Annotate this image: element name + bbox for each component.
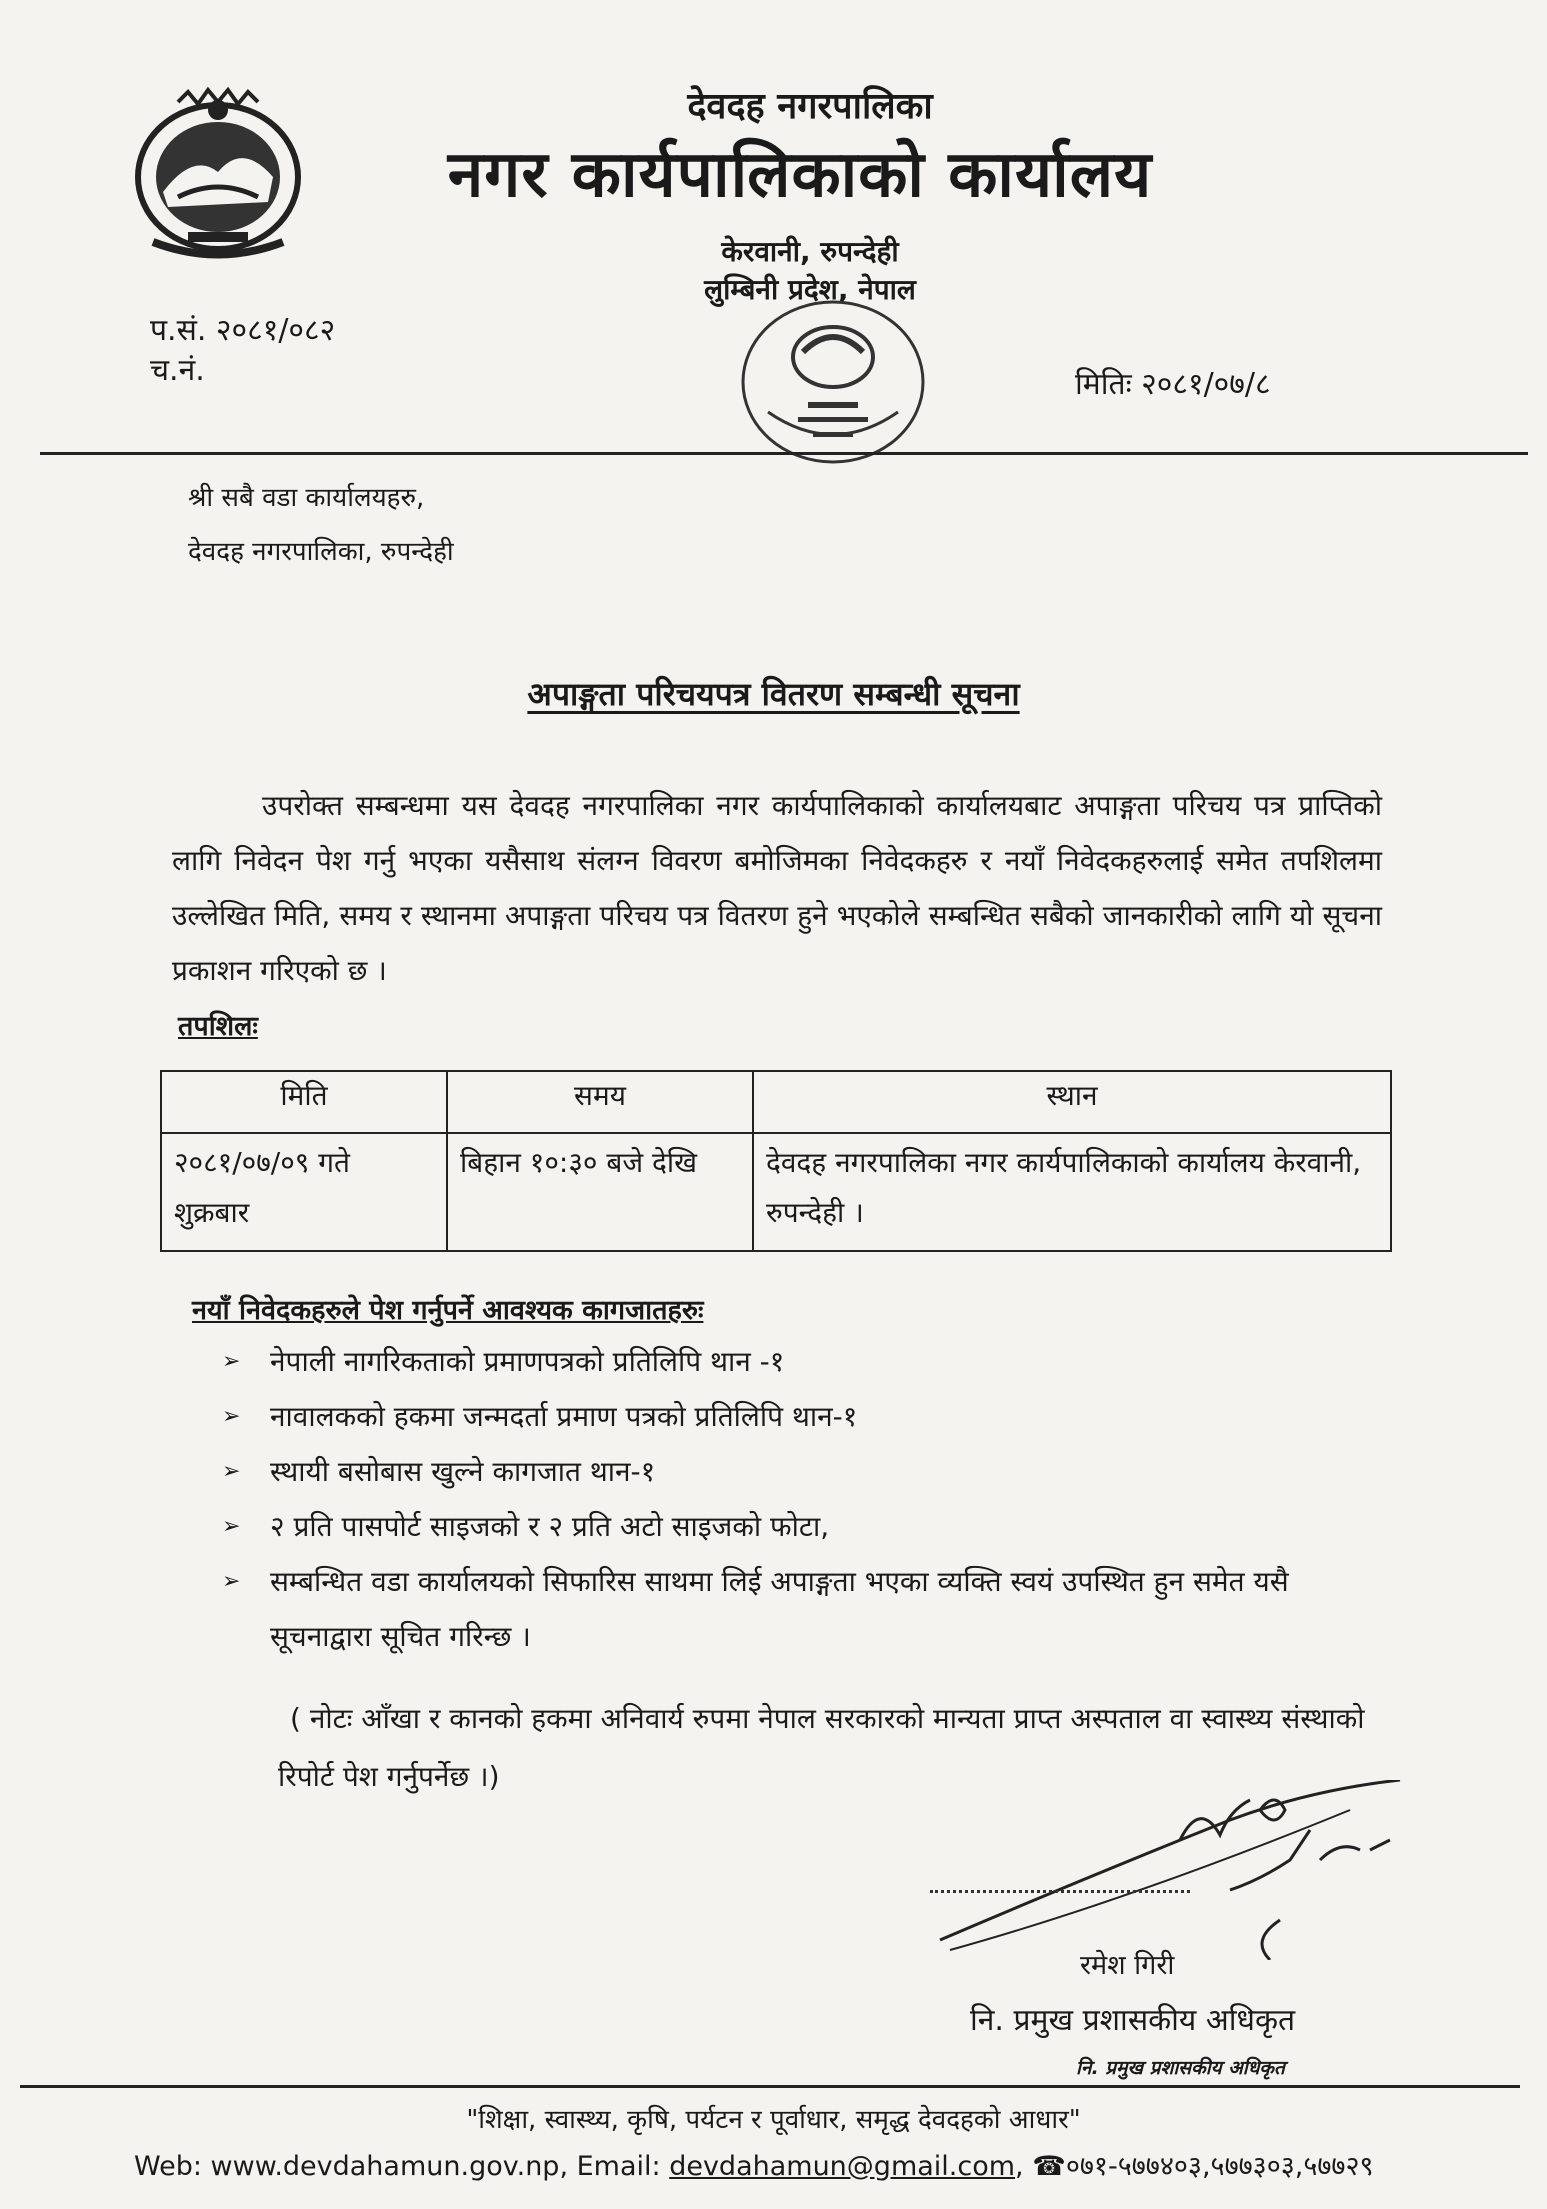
handwritten-signature-icon xyxy=(930,1780,1410,1960)
signatory-name: रमेश गिरी xyxy=(1080,1950,1175,1981)
schedule-time-cell: बिहान १०:३० बजे देखि xyxy=(447,1133,753,1251)
arrow-bullet-icon: ➢ xyxy=(222,1569,241,1594)
list-item-text: सम्बन्धित वडा कार्यालयको सिफारिस साथमा लिई अपाङ्गता भएका व्यक्ति स्वयं उपस्थित हुन समेत यसै सूचनाद्वारा सूचित गरिन्छ । xyxy=(270,1565,1289,1653)
address-line-1: केरवानी, रुपन्देही xyxy=(721,235,899,268)
office-title: नगर कार्यपालिकाको कार्यालय xyxy=(447,138,1153,212)
reference-number: प.सं. २०८१/०८२ xyxy=(150,313,336,348)
footer-motto: "शिक्षा, स्वास्थ्य, कृषि, पर्यटन र पूर्वाधार, समृद्ध देवदहको आधार" xyxy=(466,2105,1081,2135)
notice-subject-text: अपाङ्गता परिचयपत्र वितरण सम्बन्धी सूचना xyxy=(527,675,1020,713)
arrow-bullet-icon: ➢ xyxy=(222,1459,241,1484)
table-row xyxy=(161,1133,1391,1251)
arrow-bullet-icon: ➢ xyxy=(222,1349,241,1374)
column-header-time: समय xyxy=(447,1071,753,1133)
signatory-title: नि. प्रमुख प्रशासकीय अधिकृत xyxy=(970,2003,1296,2038)
footer-contact xyxy=(134,2146,1374,2183)
footer-email-link[interactable]: devdahamun@gmail.com xyxy=(669,2151,1016,2182)
notice-body: उपरोक्त सम्बन्धमा यस देवदह नगरपालिका नगर कार्यपालिकाको कार्यालयबाट अपाङ्गता परिचय पत्र प्राप्तिको लागि निवेदन पेश गर्नु भएका यसैसाथ संलग्न विवरण बमोजिमका निवेदकहरु र नयाँ निवेदकहरुलाई समेत तपशिलमा उल्लेखित मिति, समय र स्थानमा अपाङ्गता परिचय पत्र वितरण हुने भएकोले सम्बन्धित सबैको जानकारीको लागि यो सूचना प्रकाशन गरिएको छ । xyxy=(172,789,1382,987)
arrow-bullet-icon: ➢ xyxy=(222,1404,241,1429)
municipality-name: देवदह नगरपालिका xyxy=(687,86,933,127)
required-documents-heading: नयाँ निवेदकहरुले पेश गर्नुपर्ने आवश्यक कागजातहरुः xyxy=(192,1295,704,1326)
documents-note: ( नोटः आँखा र कानको हकमा अनिवार्य रुपमा नेपाल सरकारको मान्यता प्राप्त अस्पताल वा स्वास्थ्य संस्थाको रिपोर्ट पेश गर्नुपर्नेछ ।) xyxy=(278,1702,1365,1793)
dispatch-number: च.नं. xyxy=(150,353,205,388)
column-header-date: मिति xyxy=(161,1071,447,1133)
required-documents-list xyxy=(222,1334,1382,1664)
footer-phone: , ☎०७१-५७७४०३,५७७३०३,५७७२९ xyxy=(1015,2151,1374,2182)
schedule-place-cell: देवदह नगरपालिका नगर कार्यपालिकाको कार्यालय केरवानी, रुपन्देही । xyxy=(753,1133,1391,1251)
letter-date: मितिः २०८१/०७/८ xyxy=(1075,367,1271,402)
addressee-line-2: देवदह नगरपालिका, रुपन्देही xyxy=(188,537,454,567)
list-item xyxy=(222,1444,1382,1499)
list-item-text: नावालकको हकमा जन्मदर्ता प्रमाण पत्रको प्रतिलिपि थान-१ xyxy=(270,1400,858,1433)
notice-subject xyxy=(0,672,1547,715)
schedule-date-cell: २०८१/०७/०९ गते शुक्रबार xyxy=(161,1133,447,1251)
list-item xyxy=(222,1499,1382,1554)
header-divider xyxy=(40,452,1528,455)
signatory-stamp: नि. प्रमुख प्रशासकीय अधिकृत xyxy=(1076,2057,1285,2079)
list-item-text: २ प्रति पासपोर्ट साइजको र २ प्रति अटो साइजको फोटा, xyxy=(270,1510,830,1543)
footer-web: Web: www.devdahamun.gov.np, Email: xyxy=(134,2151,670,2182)
list-item-text: स्थायी बसोबास खुल्ने कागजात थान-१ xyxy=(270,1455,656,1488)
list-item xyxy=(222,1334,1382,1389)
office-seal-icon xyxy=(728,292,938,472)
schedule-label: तपशिलः xyxy=(178,1011,258,1042)
footer-divider xyxy=(20,2085,1520,2088)
column-header-place: स्थान xyxy=(753,1071,1391,1133)
list-item xyxy=(222,1389,1382,1444)
schedule-table xyxy=(160,1070,1392,1252)
address-line-2: लुम्बिनी प्रदेश, नेपाल xyxy=(704,273,916,306)
list-item xyxy=(222,1554,1382,1664)
nepal-emblem-icon xyxy=(118,82,318,262)
signature-line xyxy=(930,1890,1190,1893)
addressee-line-1: श्री सबै वडा कार्यालयहरु, xyxy=(188,483,425,513)
arrow-bullet-icon: ➢ xyxy=(222,1514,241,1539)
list-item-text: नेपाली नागरिकताको प्रमाणपत्रको प्रतिलिपि थान -१ xyxy=(270,1345,785,1378)
table-header-row xyxy=(161,1071,1391,1133)
